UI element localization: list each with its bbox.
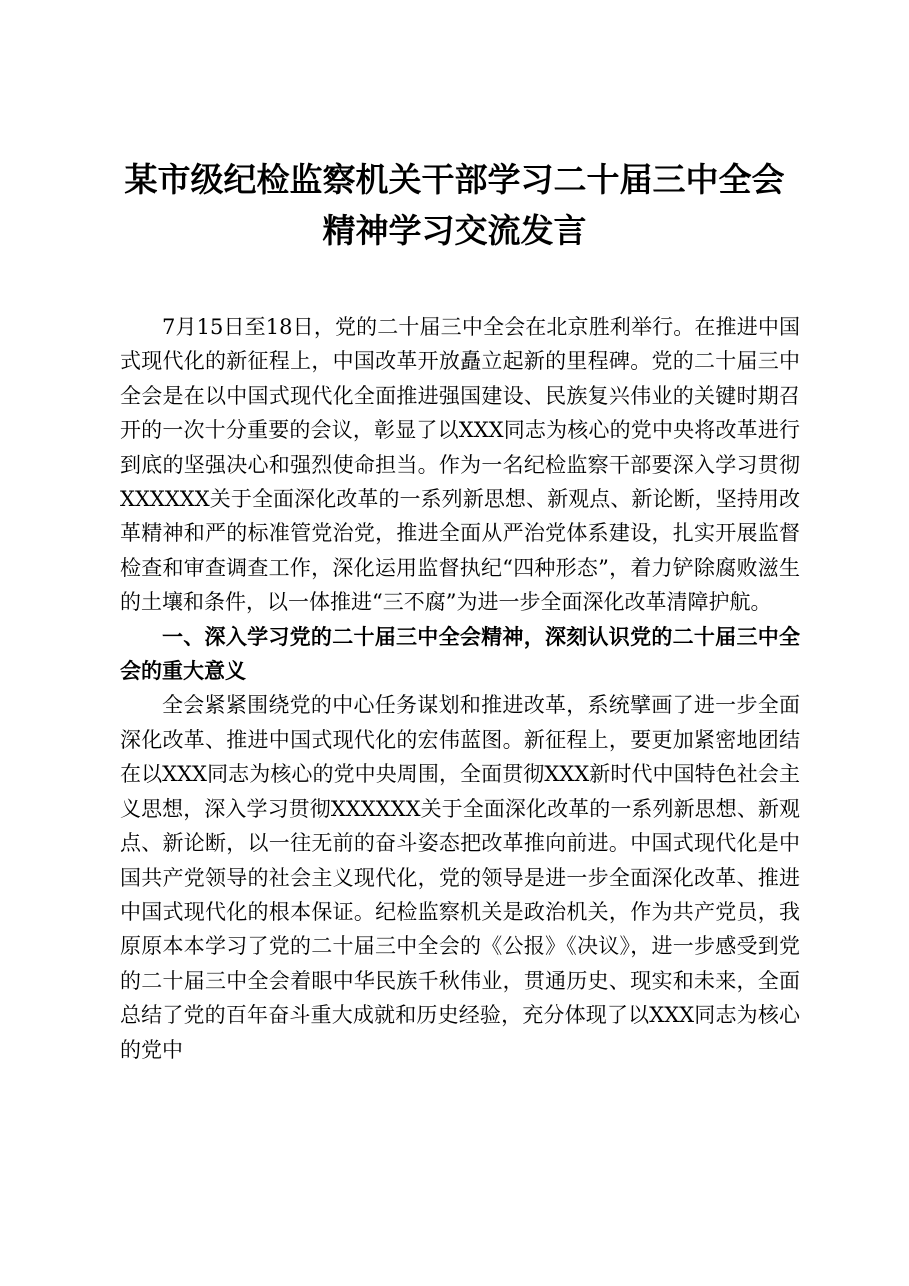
document-body — [120, 310, 800, 1067]
document-title-line-2: 精神学习交流发言 — [322, 211, 587, 250]
section-heading-1: 一、深入学习党的二十届三中全会精神，深刻认识党的二十届三中全会的重大意义 — [120, 624, 800, 684]
paragraph-1: 7月15日至18日，党的二十届三中全会在北京胜利举行。在推进中国式现代化的新征程上，中国改革开放矗立起新的里程碑。党的二十届三中全会是在以中国式现代化全面推进强国建设、民族复兴伟业的关键时期召开的一次十分重要的会议，彰显了以XXX同志为核心的党中央将改革进行到底的坚强决心和强烈使命担当。作为一名纪检监察干部要深入学习贯彻XXXXXX关于全面深化改革的一系列新思想、新观点、新论断，坚持用改革精神和严的标准管党治党，推进全面从严治党体系建设，扎实开展监督检查和审查调查工作，深化运用监督执纪“四种形态”，着力铲除腐败滋生的土壤和条件，以一体推进“三不腐”为进一步全面深化改革清障护航。 — [120, 315, 800, 615]
document-title-line-1: 某市级纪检监察机关干部学习二十届三中全会 — [124, 160, 785, 199]
paragraph-2: 全会紧紧围绕党的中心任务谋划和推进改革，系统擘画了进一步全面深化改革、推进中国式现代化的宏伟蓝图。新征程上，要更加紧密地团结在以XXX同志为核心的党中央周围，全面贯彻XXX新时代中国特色社会主义思想，深入学习贯彻XXXXXX关于全面深化改革的一系列新思想、新观点、新论断，以一往无前的奋斗姿态把改革推向前进。中国式现代化是中国共产党领导的社会主义现代化，党的领导是进一步全面深化改革、推进中国式现代化的根本保证。纪检监察机关是政治机关，作为共产党员，我原原本本学习了党的二十届三中全会的《公报》《决议》，进一步感受到党的二十届三中全会着眼中华民族千秋伟业，贯通历史、现实和未来，全面总结了党的百年奋斗重大成就和历史经验，充分体现了以XXX同志为核心的党中 — [120, 693, 800, 1062]
